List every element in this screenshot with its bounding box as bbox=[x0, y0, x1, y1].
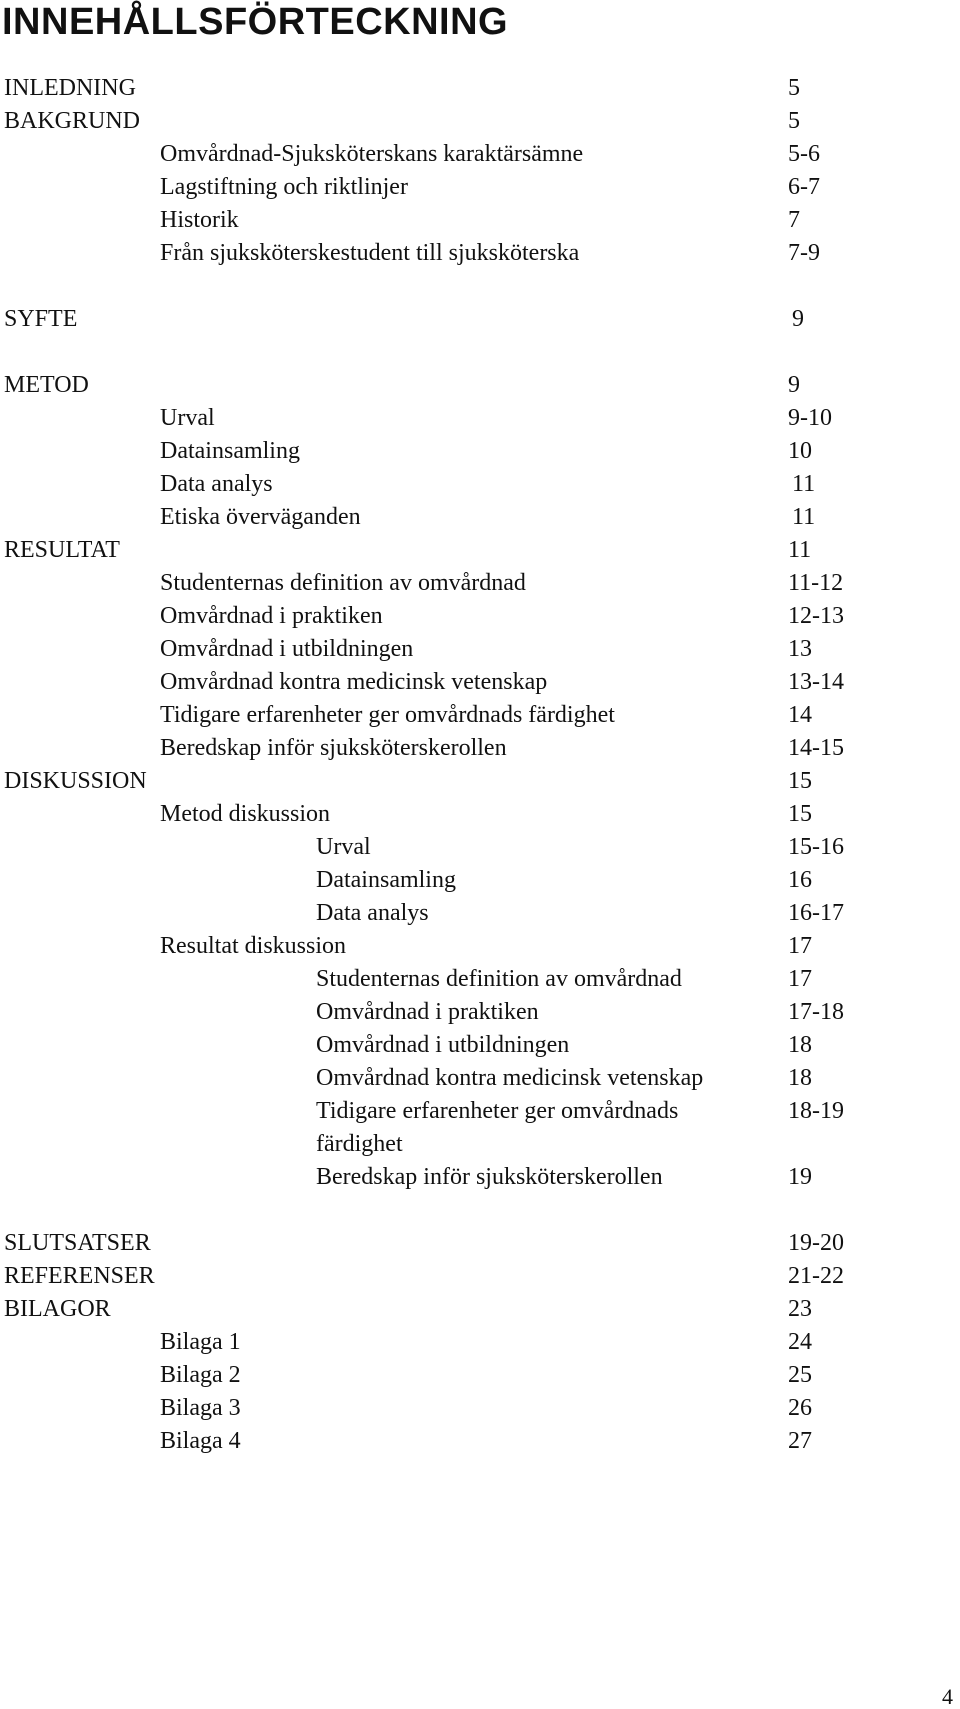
toc-entry bbox=[0, 468, 960, 501]
toc-entry-title: Urval bbox=[316, 834, 371, 860]
toc-entry bbox=[0, 138, 960, 171]
toc-entry bbox=[0, 105, 960, 138]
toc-entry-title: Omvårdnad-Sjuksköterskans karaktärsämne bbox=[160, 141, 584, 167]
toc-entry-title: SYFTE bbox=[4, 306, 78, 332]
toc-entry bbox=[0, 930, 960, 963]
toc-entry-title: Från sjuksköterskestudent till sjuksköterska bbox=[160, 240, 580, 266]
toc-entry bbox=[0, 1095, 960, 1157]
toc-entry bbox=[0, 402, 960, 435]
toc-entry bbox=[0, 1359, 960, 1392]
toc-entry-page: 18 bbox=[788, 1032, 812, 1058]
toc-entry-page: 5 bbox=[788, 75, 800, 101]
toc-entry-page: 12-13 bbox=[788, 603, 844, 629]
toc-entry bbox=[0, 1161, 960, 1194]
toc-entry bbox=[0, 237, 960, 270]
toc-entry bbox=[0, 1062, 960, 1095]
toc-entry bbox=[0, 1326, 960, 1359]
toc-entry-title: Omvårdnad i utbildningen bbox=[316, 1032, 570, 1058]
toc-entry-title: Studenternas definition av omvårdnad bbox=[316, 966, 682, 992]
toc-entry-page: 18-19 bbox=[788, 1098, 844, 1124]
toc-entry-page: 27 bbox=[788, 1428, 812, 1454]
toc-entry-title: Omvårdnad kontra medicinsk vetenskap bbox=[160, 669, 548, 695]
toc-entry-title: REFERENSER bbox=[4, 1263, 155, 1289]
toc-entry-page: 17-18 bbox=[788, 999, 844, 1025]
toc-entry-title: DISKUSSION bbox=[4, 768, 147, 794]
toc-entry-title: Datainsamling bbox=[316, 867, 456, 893]
toc-entry-title: Tidigare erfarenheter ger omvårdnads bbox=[316, 1098, 679, 1124]
toc-entry-page: 13-14 bbox=[788, 669, 844, 695]
toc-entry-title: METOD bbox=[4, 372, 89, 398]
toc-entry-title: Bilaga 4 bbox=[160, 1428, 241, 1454]
toc-entry-page: 14-15 bbox=[788, 735, 844, 761]
toc-entry-title: Studenternas definition av omvårdnad bbox=[160, 570, 526, 596]
toc-entry bbox=[0, 303, 960, 336]
toc-entry bbox=[0, 435, 960, 468]
toc-entry bbox=[0, 369, 960, 402]
toc-entry-page: 11 bbox=[792, 471, 816, 497]
toc-entry bbox=[0, 831, 960, 864]
toc-entry bbox=[0, 600, 960, 633]
toc-entry bbox=[0, 963, 960, 996]
toc-entry-page: 19-20 bbox=[788, 1230, 844, 1256]
toc-entry-page: 26 bbox=[788, 1395, 812, 1421]
toc-entry-page: 5 bbox=[788, 108, 800, 134]
toc-entry-title: Omvårdnad i utbildningen bbox=[160, 636, 414, 662]
toc-entry-page: 9-10 bbox=[788, 405, 832, 431]
toc-entry-page: 17 bbox=[788, 933, 812, 959]
toc-entry-title: Data analys bbox=[160, 471, 273, 497]
toc-entry bbox=[0, 1392, 960, 1425]
toc-entry-page: 10 bbox=[788, 438, 812, 464]
toc-entry-title: BAKGRUND bbox=[4, 108, 141, 134]
toc-entry bbox=[0, 1293, 960, 1326]
toc-entry-page: 5-6 bbox=[788, 141, 820, 167]
toc-entry bbox=[0, 501, 960, 534]
toc-entry-page: 18 bbox=[788, 1065, 812, 1091]
toc-entry-title: Data analys bbox=[316, 900, 429, 926]
toc-entry-page: 7-9 bbox=[788, 240, 820, 266]
toc-entry bbox=[0, 699, 960, 732]
toc-entry-title: Omvårdnad i praktiken bbox=[160, 603, 383, 629]
toc-entry bbox=[0, 72, 960, 105]
toc-entry-page: 17 bbox=[788, 966, 812, 992]
toc-entry bbox=[0, 666, 960, 699]
toc-entry-page: 7 bbox=[788, 207, 800, 233]
toc-entry-page: 24 bbox=[788, 1329, 812, 1355]
toc-entry-page: 16-17 bbox=[788, 900, 844, 926]
toc-entry-page: 9 bbox=[792, 306, 804, 332]
toc-entry-title: SLUTSATSER bbox=[4, 1230, 151, 1256]
toc-entry-page: 15 bbox=[788, 768, 812, 794]
toc-entry bbox=[0, 765, 960, 798]
toc-entry bbox=[0, 633, 960, 666]
toc-entry-page: 11-12 bbox=[788, 570, 844, 596]
toc-entry-page: 23 bbox=[788, 1296, 812, 1322]
toc-entry-title: Lagstiftning och riktlinjer bbox=[160, 174, 408, 200]
toc-entry-page: 25 bbox=[788, 1362, 812, 1388]
toc-entry-page: 11 bbox=[792, 504, 816, 530]
toc-entry bbox=[0, 204, 960, 237]
toc-entry-page: 6-7 bbox=[788, 174, 820, 200]
toc-entry-title: Tidigare erfarenheter ger omvårdnads färdighet bbox=[160, 702, 615, 728]
toc-entry-title: Bilaga 3 bbox=[160, 1395, 241, 1421]
toc-entry-page: 14 bbox=[788, 702, 812, 728]
toc-entry bbox=[0, 864, 960, 897]
toc-entry-title: Etiska överväganden bbox=[160, 504, 361, 530]
toc-entry-title: Metod diskussion bbox=[160, 801, 331, 827]
toc-entry-title: Beredskap inför sjuksköterskerollen bbox=[160, 735, 507, 761]
toc-entry bbox=[0, 171, 960, 204]
toc-entry-page: 15 bbox=[788, 801, 812, 827]
toc-entry-page: 19 bbox=[788, 1164, 812, 1190]
toc-entry-page: 16 bbox=[788, 867, 812, 893]
toc-entry-title: Bilaga 1 bbox=[160, 1329, 241, 1355]
toc-entry-page: 11 bbox=[788, 537, 812, 563]
toc-entry-page: 9 bbox=[788, 372, 800, 398]
toc-entry-page: 21-22 bbox=[788, 1263, 844, 1289]
toc-entry bbox=[0, 1260, 960, 1293]
toc-entry-title: RESULTAT bbox=[4, 537, 120, 563]
toc-entry-page: 15-16 bbox=[788, 834, 844, 860]
toc-entry-title: Bilaga 2 bbox=[160, 1362, 241, 1388]
toc-entry bbox=[0, 732, 960, 765]
toc-entry bbox=[0, 567, 960, 600]
toc-entry-title-continued: färdighet bbox=[316, 1131, 403, 1157]
toc-entry-title: BILAGOR bbox=[4, 1296, 111, 1322]
page-number: 4 bbox=[942, 1684, 953, 1709]
toc-entry-title: INLEDNING bbox=[4, 75, 136, 101]
toc-entry-title: Resultat diskussion bbox=[160, 933, 347, 959]
toc-entry-title: Historik bbox=[160, 207, 239, 233]
page-title: INNEHÅLLSFÖRTECKNING bbox=[2, 1, 509, 43]
toc-entry bbox=[0, 996, 960, 1029]
toc-entry-title: Omvårdnad kontra medicinsk vetenskap bbox=[316, 1065, 704, 1091]
toc-entry-title: Omvårdnad i praktiken bbox=[316, 999, 539, 1025]
toc-entry bbox=[0, 897, 960, 930]
toc-entry-title: Urval bbox=[160, 405, 215, 431]
toc-entry-page: 13 bbox=[788, 636, 812, 662]
toc-entry bbox=[0, 534, 960, 567]
toc-entry-title: Datainsamling bbox=[160, 438, 300, 464]
toc-entry-title: Beredskap inför sjuksköterskerollen bbox=[316, 1164, 663, 1190]
toc-entry bbox=[0, 798, 960, 831]
toc-entry bbox=[0, 1425, 960, 1458]
toc-entry bbox=[0, 1227, 960, 1260]
toc-entry bbox=[0, 1029, 960, 1062]
